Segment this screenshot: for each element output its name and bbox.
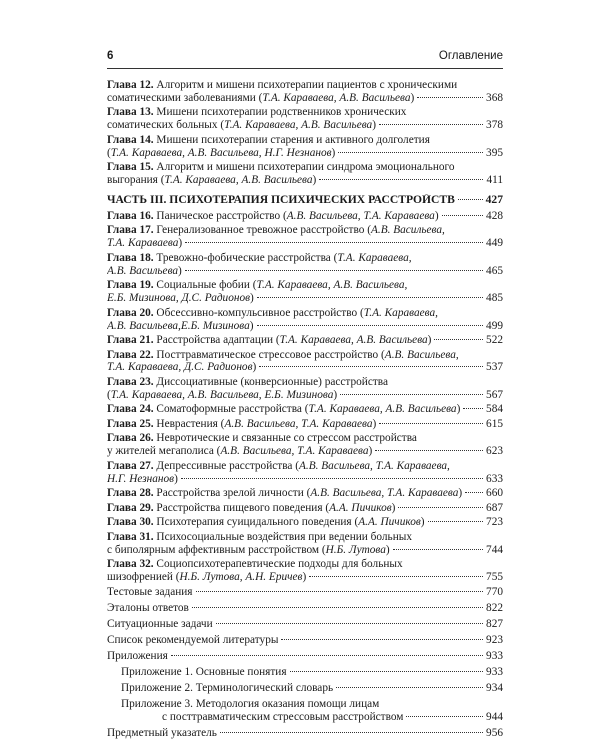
- toc-entry-text: [107, 502, 395, 515]
- toc-chapter-entry: [107, 418, 503, 431]
- toc-entry-line: [107, 571, 503, 584]
- toc-entry-line: [121, 682, 503, 695]
- chapter-authors: Т.А. Караваева, А.В. Васильева: [262, 91, 411, 104]
- chapter-title-cont: ): [302, 571, 307, 583]
- toc-entry-text: [107, 634, 278, 647]
- toc-section-entry: [107, 586, 503, 599]
- chapter-title-cont: ): [178, 237, 183, 250]
- toc-entry-text: [162, 711, 403, 724]
- dot-leader: [338, 152, 483, 153]
- toc-entry-text: [107, 334, 431, 347]
- chapter-authors: Т.А. Караваева, Д.С. Радионов: [107, 361, 253, 374]
- appendix-title-cont: с посттравматическим стрессовым расстройством: [162, 711, 404, 724]
- toc-entry-line: [107, 361, 503, 374]
- toc-page-number: 956: [486, 727, 503, 740]
- toc-entry-first-line: [107, 349, 503, 362]
- toc-entry-line: [107, 210, 503, 223]
- chapter-title: Алгоритм и мишени психотерапии пациентов с хроническими: [153, 79, 458, 91]
- toc-entry-first-line: [107, 279, 503, 292]
- toc-page-number: 633: [486, 472, 503, 485]
- toc-page-number: 395: [486, 146, 503, 159]
- dot-leader: [281, 639, 483, 640]
- chapter-authors: А.А. Пичиков: [329, 501, 392, 514]
- dot-leader: [417, 97, 483, 98]
- chapter-title-cont: ): [249, 319, 254, 332]
- chapter-authors: А.В. Васильева, Т.А. Караваева,: [299, 459, 450, 472]
- toc-section-entry: [107, 618, 503, 631]
- chapter-title-cont: ): [333, 388, 338, 401]
- toc-entry-line: [107, 174, 503, 187]
- chapter-title: Мишени психотерапии родственников хронических: [153, 106, 407, 119]
- chapter-title: Мишени психотерапии старения и активного долголетия: [153, 133, 430, 146]
- toc-entry-text: [107, 618, 213, 631]
- dot-leader: [465, 492, 483, 493]
- toc-entry-text: [107, 361, 256, 374]
- toc-page-number: 944: [486, 711, 503, 724]
- chapter-title-cont: у жителей мегаполиса (: [107, 445, 221, 458]
- header-rule: [107, 68, 503, 69]
- toc-entry-text: [107, 571, 306, 584]
- toc-entry-line: [107, 418, 503, 431]
- chapter-title-cont: (: [107, 146, 111, 159]
- toc-chapter-entry: [107, 531, 503, 557]
- toc-entry-line: [107, 237, 503, 250]
- toc-entry-text: [107, 403, 460, 416]
- chapter-title-cont: ): [427, 334, 432, 347]
- toc-section-entry: [107, 650, 503, 663]
- toc-entry-line: [107, 265, 503, 278]
- table-of-contents: [107, 79, 503, 743]
- toc-chapter-entry: [107, 376, 503, 402]
- chapter-title-cont: соматическими заболеваниями (: [107, 91, 263, 104]
- toc-entry-first-line: [107, 106, 503, 119]
- chapter-title-cont: ): [178, 264, 182, 277]
- chapter-title: Расстройства адаптации (: [153, 334, 280, 347]
- toc-page-number: 427: [485, 193, 503, 207]
- chapter-label: Глава 21.: [107, 334, 154, 347]
- chapter-label: Глава 13.: [107, 106, 154, 119]
- toc-page-number: 744: [486, 543, 503, 556]
- toc-entry-line: [121, 711, 503, 724]
- toc-appendix-entry: [121, 666, 503, 679]
- chapter-title-cont: ): [420, 516, 425, 529]
- dot-leader: [375, 450, 483, 451]
- toc-entry-line: [107, 634, 503, 647]
- chapter-authors: А.В. Васильева, Т.А. Караваева: [220, 445, 369, 458]
- chapter-label: Глава 22.: [107, 348, 154, 361]
- chapter-title: Социопсихотерапевтические подходы для больных: [153, 558, 403, 571]
- toc-entry-first-line: [107, 134, 503, 147]
- section-title: Предметный указатель: [107, 727, 217, 740]
- chapter-label: Глава 17.: [107, 224, 154, 237]
- chapter-label: Глава 16.: [107, 209, 154, 222]
- chapter-label: Глава 24.: [107, 403, 154, 416]
- toc-chapter-entry: [107, 460, 503, 486]
- toc-section-entry: [107, 634, 503, 647]
- toc-entry-line: [107, 92, 503, 105]
- toc-entry-text: [107, 210, 439, 223]
- chapter-authors: Т.А. Караваева: [107, 237, 179, 250]
- chapter-label: Глава 14.: [107, 133, 154, 146]
- section-title: Тестовые задания: [107, 585, 193, 598]
- toc-page-number: 923: [486, 633, 503, 646]
- chapter-label: Глава 30.: [107, 516, 154, 529]
- toc-entry-first-line: [107, 432, 503, 445]
- toc-entry-text: [107, 194, 455, 207]
- chapter-authors: Т.А. Караваева,: [337, 251, 412, 264]
- chapter-title-cont: ): [368, 445, 373, 458]
- chapter-label: Глава 18.: [107, 251, 154, 264]
- chapter-authors: Т.А. Караваева, А.В. Васильева,: [256, 279, 408, 292]
- page-number: 6: [107, 50, 114, 62]
- toc-entry-line: [107, 194, 503, 207]
- toc-entry-first-line: [107, 224, 503, 237]
- toc-entry-text: [107, 473, 178, 486]
- chapter-label: Глава 15.: [107, 161, 154, 174]
- toc-section-entry: [107, 602, 503, 615]
- chapter-authors: Н.Г. Незнанов: [107, 472, 175, 485]
- dot-leader: [171, 655, 483, 656]
- toc-entry-text: [107, 147, 335, 160]
- chapter-title-cont: ): [385, 543, 390, 556]
- toc-entry-line: [107, 320, 503, 333]
- toc-chapter-entry: [107, 307, 503, 333]
- chapter-label: Глава 20.: [107, 306, 154, 319]
- dot-leader: [181, 478, 483, 479]
- toc-entry-line: [107, 292, 503, 305]
- chapter-authors: А.В. Васильева,: [384, 348, 459, 361]
- chapter-label: Глава 12.: [107, 79, 154, 91]
- dot-leader: [336, 687, 483, 688]
- running-title: Оглавление: [438, 50, 503, 62]
- toc-chapter-entry: [107, 79, 503, 105]
- toc-entry-line: [107, 334, 503, 347]
- chapter-label: Глава 25.: [107, 417, 154, 430]
- toc-chapter-entry: [107, 487, 503, 500]
- appendix-title: Приложение 3. Методология оказания помощи лицам: [121, 698, 380, 711]
- toc-entry-line: [107, 602, 503, 615]
- toc-entry-line: [107, 544, 503, 557]
- toc-page-number: 522: [486, 334, 503, 347]
- toc-page-number: 934: [486, 682, 503, 695]
- toc-chapter-entry: [107, 349, 503, 375]
- toc-page-number: 933: [486, 649, 503, 662]
- dot-leader: [216, 623, 483, 624]
- dot-leader: [290, 671, 484, 672]
- chapter-title: Паническое расстройство (: [153, 209, 287, 222]
- toc-chapter-entry: [107, 106, 503, 132]
- section-title: Ситуационные задачи: [107, 617, 213, 630]
- chapter-title-cont: ): [312, 174, 317, 187]
- toc-entry-line: [107, 727, 503, 740]
- toc-entry-line: [107, 516, 503, 529]
- chapter-authors: Е.Б. Мизинова, Д.С. Радионов: [107, 292, 251, 305]
- chapter-authors: Т.А. Караваева,: [363, 306, 438, 319]
- chapter-title-cont: ): [456, 403, 461, 416]
- toc-entry-text: [121, 666, 287, 679]
- toc-entry-first-line: [107, 307, 503, 320]
- toc-entry-line: [107, 618, 503, 631]
- toc-entry-first-line: [107, 460, 503, 473]
- dot-leader: [428, 521, 484, 522]
- toc-chapter-entry: [107, 134, 503, 160]
- dot-leader: [406, 716, 483, 717]
- chapter-title: Тревожно-фобические расстройства (: [153, 251, 338, 264]
- chapter-title: Социальные фобии (: [153, 279, 257, 292]
- toc-page-number: 623: [486, 445, 503, 458]
- chapter-label: Глава 23.: [107, 375, 154, 388]
- toc-page-number: 584: [486, 403, 503, 416]
- toc-chapter-entry: [107, 252, 503, 278]
- chapter-title: Диссоциативные (конверсионные) расстройства: [153, 375, 388, 388]
- toc-page-number: 567: [486, 388, 503, 401]
- toc-entry-text: [107, 320, 254, 333]
- toc-entry-text: [107, 602, 189, 615]
- chapter-label: Глава 19.: [107, 279, 154, 292]
- dot-leader: [309, 576, 483, 577]
- chapter-label: Глава 32.: [107, 558, 154, 571]
- running-header: [107, 50, 503, 68]
- dot-leader: [379, 124, 483, 125]
- toc-entry-first-line: [107, 558, 503, 571]
- toc-section-entry: [107, 727, 503, 740]
- chapter-label: Глава 28.: [107, 487, 154, 500]
- chapter-title-cont: (: [107, 388, 111, 401]
- toc-chapter-entry: [107, 432, 503, 458]
- toc-entry-first-line: [107, 161, 503, 174]
- chapter-authors: Т.А. Караваева, А.В. Васильева, Н.Г. Незнанов: [110, 146, 332, 159]
- part-title: ЧАСТЬ III. ПСИХОТЕРАПИЯ ПСИХИЧЕСКИХ РАССТРОЙСТВ: [107, 194, 455, 207]
- toc-chapter-entry: [107, 279, 503, 305]
- toc-entry-line: [107, 147, 503, 160]
- toc-entry-text: [107, 119, 376, 132]
- chapter-title: Посттравматическое стрессовое расстройство (: [153, 348, 385, 361]
- chapter-title-cont: ): [372, 119, 376, 132]
- toc-entry-text: [107, 389, 337, 402]
- section-title: Эталоны ответов: [107, 601, 189, 614]
- section-title: Приложения: [107, 649, 168, 662]
- toc-entry-text: [107, 174, 316, 187]
- toc-appendix-entry: [121, 698, 503, 724]
- chapter-title-cont: ): [250, 292, 254, 305]
- chapter-title: Психотерапия суицидального поведения (: [153, 516, 359, 529]
- chapter-authors: Т.А. Караваева, А.В. Васильева: [279, 334, 428, 347]
- toc-entry-text: [121, 682, 333, 695]
- chapter-title-cont: ): [331, 146, 336, 159]
- toc-entry-text: [107, 544, 390, 557]
- toc-entry-line: [107, 473, 503, 486]
- chapter-title-cont: ): [372, 417, 377, 430]
- toc-entry-line: [107, 487, 503, 500]
- toc-page-number: 660: [486, 487, 503, 500]
- toc-entry-line: [107, 119, 503, 132]
- toc-page-number: 465: [486, 264, 503, 277]
- chapter-title-cont: ): [252, 361, 257, 374]
- chapter-title: Генерализованное тревожное расстройство (: [153, 224, 371, 237]
- chapter-authors: А.В. Васильева,: [370, 224, 445, 237]
- toc-page-number: 723: [486, 516, 503, 529]
- dot-leader: [319, 179, 483, 180]
- toc-entry-line: [107, 445, 503, 458]
- section-title: Список рекомендуемой литературы: [107, 633, 279, 646]
- chapter-title: Расстройства зрелой личности (: [153, 487, 311, 500]
- toc-entry-text: [107, 418, 376, 431]
- chapter-title-cont: ): [391, 501, 396, 514]
- toc-entry-text: [107, 516, 425, 529]
- toc-page-number: 368: [486, 91, 503, 104]
- toc-entry-text: [107, 650, 168, 663]
- toc-entry-line: [107, 502, 503, 515]
- chapter-label: Глава 27.: [107, 459, 154, 472]
- chapter-authors: А.В. Васильева,Е.Б. Мизинова: [107, 319, 250, 332]
- dot-leader: [259, 366, 483, 367]
- toc-entry-line: [121, 666, 503, 679]
- chapter-title: Психосоциальные воздействия при ведении больных: [153, 530, 412, 543]
- chapter-authors: Т.А. Караваева, А.В. Васильева: [308, 403, 457, 416]
- toc-entry-text: [107, 487, 462, 500]
- dot-leader: [257, 297, 483, 298]
- toc-page-number: 378: [486, 119, 503, 132]
- toc-entry-line: [107, 586, 503, 599]
- toc-part-heading: [107, 194, 503, 207]
- dot-leader: [220, 732, 483, 733]
- dot-leader: [196, 591, 484, 592]
- toc-entry-first-line: [107, 252, 503, 265]
- dot-leader: [192, 607, 483, 608]
- toc-chapter-entry: [107, 558, 503, 584]
- toc-chapter-entry: [107, 502, 503, 515]
- chapter-label: Глава 26.: [107, 432, 154, 445]
- toc-entry-first-line: [107, 531, 503, 544]
- toc-entry-line: [107, 389, 503, 402]
- dot-leader: [463, 408, 483, 409]
- chapter-title: Невротические и связанные со стрессом расстройства: [153, 432, 417, 445]
- chapter-authors: А.В. Васильева: [107, 264, 179, 277]
- toc-entry-text: [107, 92, 414, 105]
- dot-leader: [398, 507, 483, 508]
- chapter-title: Неврастения (: [153, 417, 225, 430]
- dot-leader: [442, 215, 483, 216]
- toc-entry-text: [107, 292, 254, 305]
- chapter-authors: Т.А. Караваева, А.В. Васильева, Е.Б. Мизинова: [110, 388, 334, 401]
- toc-appendix-entry: [121, 682, 503, 695]
- toc-chapter-entry: [107, 210, 503, 223]
- chapter-title-cont: соматических больных (: [107, 119, 225, 132]
- toc-entry-line: [107, 650, 503, 663]
- toc-entry-text: [107, 237, 182, 250]
- appendix-title: Приложение 2. Терминологический словарь: [121, 682, 334, 695]
- chapter-title-cont: шизофренией (: [107, 571, 180, 583]
- toc-page-number: 687: [486, 501, 503, 514]
- toc-page-number: 499: [486, 319, 503, 332]
- chapter-title-cont: ): [434, 209, 439, 222]
- chapter-authors: Н.Б. Лутова: [325, 543, 386, 556]
- toc-page-number: 615: [486, 417, 503, 430]
- toc-chapter-entry: [107, 161, 503, 187]
- chapter-authors: А.А. Пичиков: [358, 516, 421, 529]
- chapter-title: Обсессивно-компульсивное расстройство (: [153, 306, 364, 319]
- chapter-title-cont: ): [458, 487, 463, 500]
- toc-chapter-entry: [107, 516, 503, 529]
- toc-page-number: 537: [486, 361, 503, 374]
- chapter-title: Соматоформные расстройства (: [153, 403, 309, 416]
- toc-page-number: 428: [486, 209, 503, 222]
- dot-leader: [257, 325, 484, 326]
- toc-entry-text: [107, 445, 372, 458]
- toc-page-number: 485: [486, 292, 503, 305]
- toc-page-number: 755: [486, 571, 503, 583]
- toc-chapter-entry: [107, 403, 503, 416]
- chapter-authors: Н.Б. Лутова, А.Н. Еричев: [179, 571, 303, 583]
- toc-entry-first-line: [107, 79, 503, 92]
- dot-leader: [458, 199, 483, 200]
- chapter-authors: А.В. Васильева, Т.А. Караваева: [286, 209, 435, 222]
- toc-chapter-entry: [107, 334, 503, 347]
- chapter-title: Алгоритм и мишени психотерапии синдрома эмоционального: [153, 161, 455, 174]
- toc-entry-text: [107, 727, 217, 740]
- dot-leader: [379, 423, 483, 424]
- toc-entry-line: [107, 403, 503, 416]
- toc-chapter-entry: [107, 224, 503, 250]
- toc-page-number: 822: [486, 601, 503, 614]
- toc-entry-first-line: [107, 376, 503, 389]
- toc-entry-text: [107, 265, 182, 278]
- toc-page-number: 449: [486, 237, 503, 250]
- dot-leader: [393, 549, 483, 550]
- chapter-label: Глава 29.: [107, 501, 154, 514]
- dot-leader: [340, 394, 483, 395]
- dot-leader: [185, 270, 483, 271]
- dot-leader: [185, 242, 483, 243]
- chapter-title: Депрессивные расстройства (: [153, 459, 299, 472]
- chapter-authors: А.В. Васильева, Т.А. Караваева: [224, 417, 373, 430]
- toc-page-number: 827: [486, 617, 503, 630]
- toc-entry-text: [107, 586, 193, 599]
- chapter-title-cont: выгорания (: [107, 174, 165, 187]
- chapter-authors: Т.А. Караваева, А.В. Васильева: [224, 119, 373, 132]
- chapter-title: Расстройства пищевого поведения (: [153, 501, 330, 514]
- chapter-title-cont: ): [410, 91, 415, 104]
- chapter-title-cont: ): [174, 472, 178, 485]
- chapter-authors: А.В. Васильева, Т.А. Караваева: [310, 487, 459, 500]
- chapter-title-cont: с биполярным аффективным расстройством (: [107, 543, 326, 556]
- dot-leader: [434, 339, 483, 340]
- appendix-title: Приложение 1. Основные понятия: [121, 665, 287, 678]
- toc-page-number: 411: [486, 174, 503, 187]
- toc-page-number: 770: [486, 585, 503, 598]
- chapter-label: Глава 31.: [107, 530, 154, 543]
- chapter-authors: Т.А. Караваева, А.В. Васильева: [164, 174, 313, 187]
- toc-page-number: 933: [486, 665, 503, 678]
